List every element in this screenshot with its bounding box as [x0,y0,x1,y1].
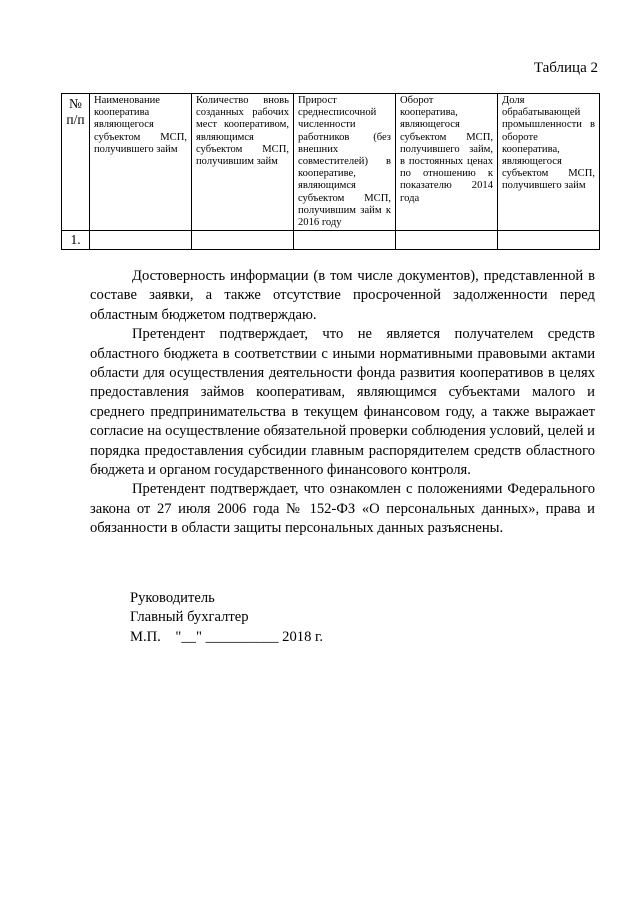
table-row [62,231,600,250]
signature-block [130,589,323,647]
signature-head: Руководитель [130,590,215,606]
table-cell [498,231,600,250]
table-cell [192,231,294,250]
table-cell [294,231,396,250]
body-text [90,267,595,539]
column-header-name: Наименование кооператива являющегося субъектом МСП, получившего займ [90,94,192,231]
paragraph-personal-data: Претендент подтверждает, что ознакомлен с положениями Федерального закона от 27 июля 2006 года № 152-ФЗ «О персональных данных», права и обязанности в области защиты персональных данных разъяснены. [90,481,595,537]
column-header-turnover: Оборот кооператива, являющегося субъектом МСП, получившего займ, в постоянных ценах по отношению к показателю 2014 года [396,94,498,231]
table-cell: 1. [62,231,90,250]
table-cell [90,231,192,250]
column-header-number: № п/п [62,94,90,231]
paragraph-reliability: Достоверность информации (в том числе документов), представленной в составе заявки, а также отсутствие просроченной задолженности перед областным бюджетом подтверждаю. [90,268,595,323]
column-header-jobs: Количество вновь созданных рабочих мест кооперативом, являющимся субъектом МСП, получившим займ [192,94,294,231]
paragraph-not-recipient: Претендент подтверждает, что не является получателем средств областного бюджета в соответствии с иными нормативными правовыми актами области для осуществления деятельности фонда развития кооперативов в целях предоставления займов кооперативам, являющимся субъектами малого и среднего предпринимательства в текущем финансовом году, а также выражает согласие на осуществление обязательной проверки соблюдения условий, целей и порядка предоставления субсидии главным распорядителем средств областного бюджета и органом государственного финансового контроля. [90,326,595,479]
table-header-row [62,94,600,231]
column-header-industry-share: Доля обрабатывающей промышленности в обороте кооператива, являющегося субъектом МСП, получившего займ [498,94,600,231]
signature-stamp-date: М.П. "__" __________ 2018 г. [130,628,324,645]
table-cell [396,231,498,250]
table-caption: Таблица 2 [533,60,598,76]
column-header-headcount: Прирост среднесписочной численности работников (без внешних совместителей) в кооперативе, являющимся субъектом МСП, получившим займ к 2016 году [294,94,396,231]
data-table [61,93,600,250]
signature-accountant: Главный бухгалтер [130,609,249,626]
